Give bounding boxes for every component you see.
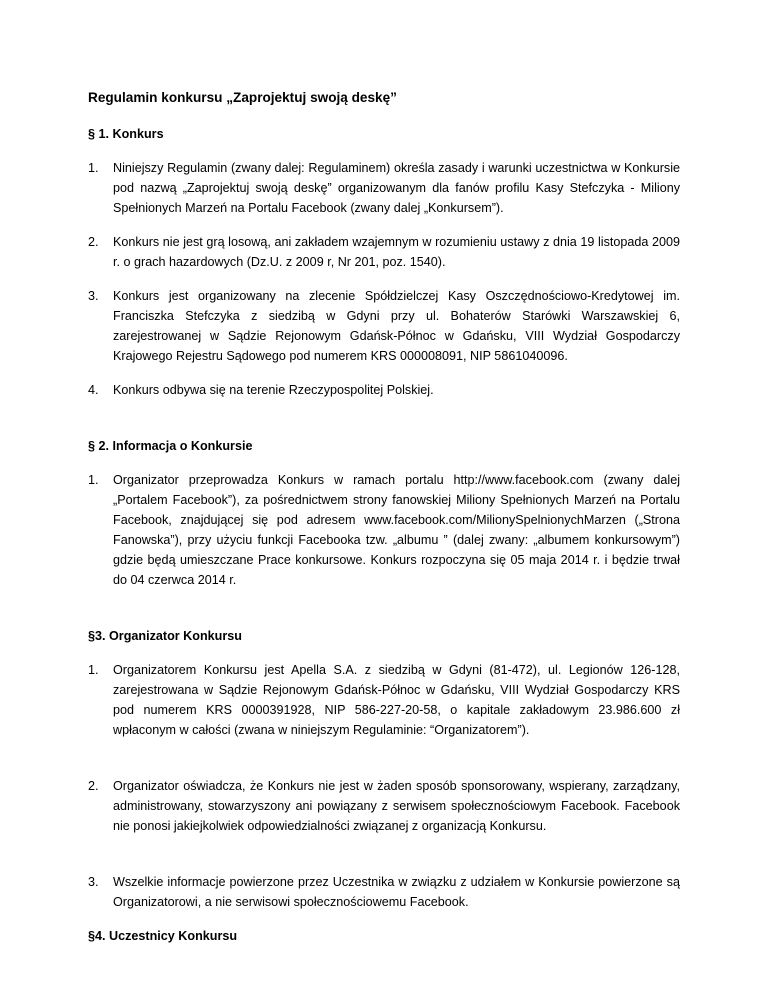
list-item bbox=[88, 470, 680, 590]
list-item-number: 3. bbox=[88, 289, 99, 303]
section-2-points bbox=[88, 470, 680, 590]
list-item bbox=[88, 660, 680, 740]
spacer bbox=[88, 604, 680, 626]
list-item-text: Organizator oświadcza, że Konkurs nie jest w żaden sposób sponsorowany, wspierany, zarządzany, administrowany, stowarzyszony ani powiązany z serwisem społecznościowym Facebook. Facebook nie ponosi jakiejkolwiek odpowiedzialności związanej z organizacją Konkursu. bbox=[113, 779, 680, 833]
list-item bbox=[88, 158, 680, 218]
list-item-text: Niniejszy Regulamin (zwany dalej: Regulaminem) określa zasady i warunki uczestnictwa w Konkursie pod nazwą „Zaprojektuj swoją deskę” organizowanym dla fanów profilu Kasy Stefczyka - Miliony Spełnionych Marzeń na Portalu Facebook (zwany dalej „Konkursem”). bbox=[113, 161, 680, 215]
list-item-number: 1. bbox=[88, 663, 99, 677]
section-heading-1: § 1. Konkurs bbox=[88, 127, 164, 141]
list-item bbox=[88, 380, 680, 400]
list-item-number: 1. bbox=[88, 473, 99, 487]
list-item bbox=[88, 286, 680, 366]
list-item-text: Konkurs nie jest grą losową, ani zakładem wzajemnym w rozumieniu ustawy z dnia 19 listopada 2009 r. o grach hazardowych (Dz.U. z 2009 r, Nr 201, poz. 1540). bbox=[113, 235, 680, 269]
list-item-text: Organizator przeprowadza Konkurs w ramach portalu http://www.facebook.com (zwany dalej „Portalem Facebook”), za pośrednictwem strony fanowskiej Miliony Spełnionych Marzeń na Portalu Facebook, znajdującej się pod adresem www.facebook.com/MilionySpelnionychMarzen („Strona Fanowska”), przy użyciu funkcji Facebooka tzw. „albumu ” (dalej zwany: „albumem konkursowym”) gdzie będą umieszczane Prace konkursowe. Konkurs rozpoczyna się 05 maja 2014 r. i będzie trwał do 04 czerwca 2014 r. bbox=[113, 473, 680, 587]
list-item-number: 3. bbox=[88, 875, 99, 889]
section-heading-2: § 2. Informacja o Konkursie bbox=[88, 439, 253, 453]
document-title: Regulamin konkursu „Zaprojektuj swoją deskę” bbox=[88, 90, 397, 105]
list-item-number: 1. bbox=[88, 161, 99, 175]
list-item-text: Organizatorem Konkursu jest Apella S.A. z siedzibą w Gdyni (81-472), ul. Legionów 126-128, zarejestrowana w Sądzie Rejonowym Gdańsk-Północ w Gdańsku, VIII Wydział Gospodarczy KRS pod numerem KRS 0000391928, NIP 586-227-20-58, o kapitale zakładowym 23.986.600 zł wpłaconym w całości (zwana w niniejszym Regulaminie: “Organizatorem”). bbox=[113, 663, 680, 737]
list-item-text: Konkurs odbywa się na terenie Rzeczypospolitej Polskiej. bbox=[113, 383, 434, 397]
spacer bbox=[88, 414, 680, 436]
list-item-text: Konkurs jest organizowany na zlecenie Spółdzielczej Kasy Oszczędnościowo-Kredytowej im. Franciszka Stefczyka z siedzibą w Gdyni przy ul. Bohaterów Starówki Warszawskiej 6, zarejestrowanej w Sądzie Rejonowym Gdańsk-Północ w Gdańsku, VIII Wydział Gospodarczy Krajowego Rejestru Sądowego pod numerem KRS 000008091, NIP 5861040096. bbox=[113, 289, 680, 363]
section-3-points bbox=[88, 660, 680, 912]
list-item-text: Wszelkie informacje powierzone przez Uczestnika w związku z udziałem w Konkursie powierzone są Organizatorowi, a nie serwisowi społecznościowemu Facebook. bbox=[113, 875, 680, 909]
section-heading-4: §4. Uczestnicy Konkursu bbox=[88, 929, 238, 943]
section-1-points bbox=[88, 158, 680, 400]
list-item bbox=[88, 872, 680, 912]
section-heading-3: §3. Organizator Konkursu bbox=[88, 629, 242, 643]
list-item-number: 2. bbox=[88, 779, 99, 793]
list-item bbox=[88, 776, 680, 836]
list-item bbox=[88, 232, 680, 272]
list-item-number: 4. bbox=[88, 383, 99, 397]
list-item-number: 2. bbox=[88, 235, 99, 249]
